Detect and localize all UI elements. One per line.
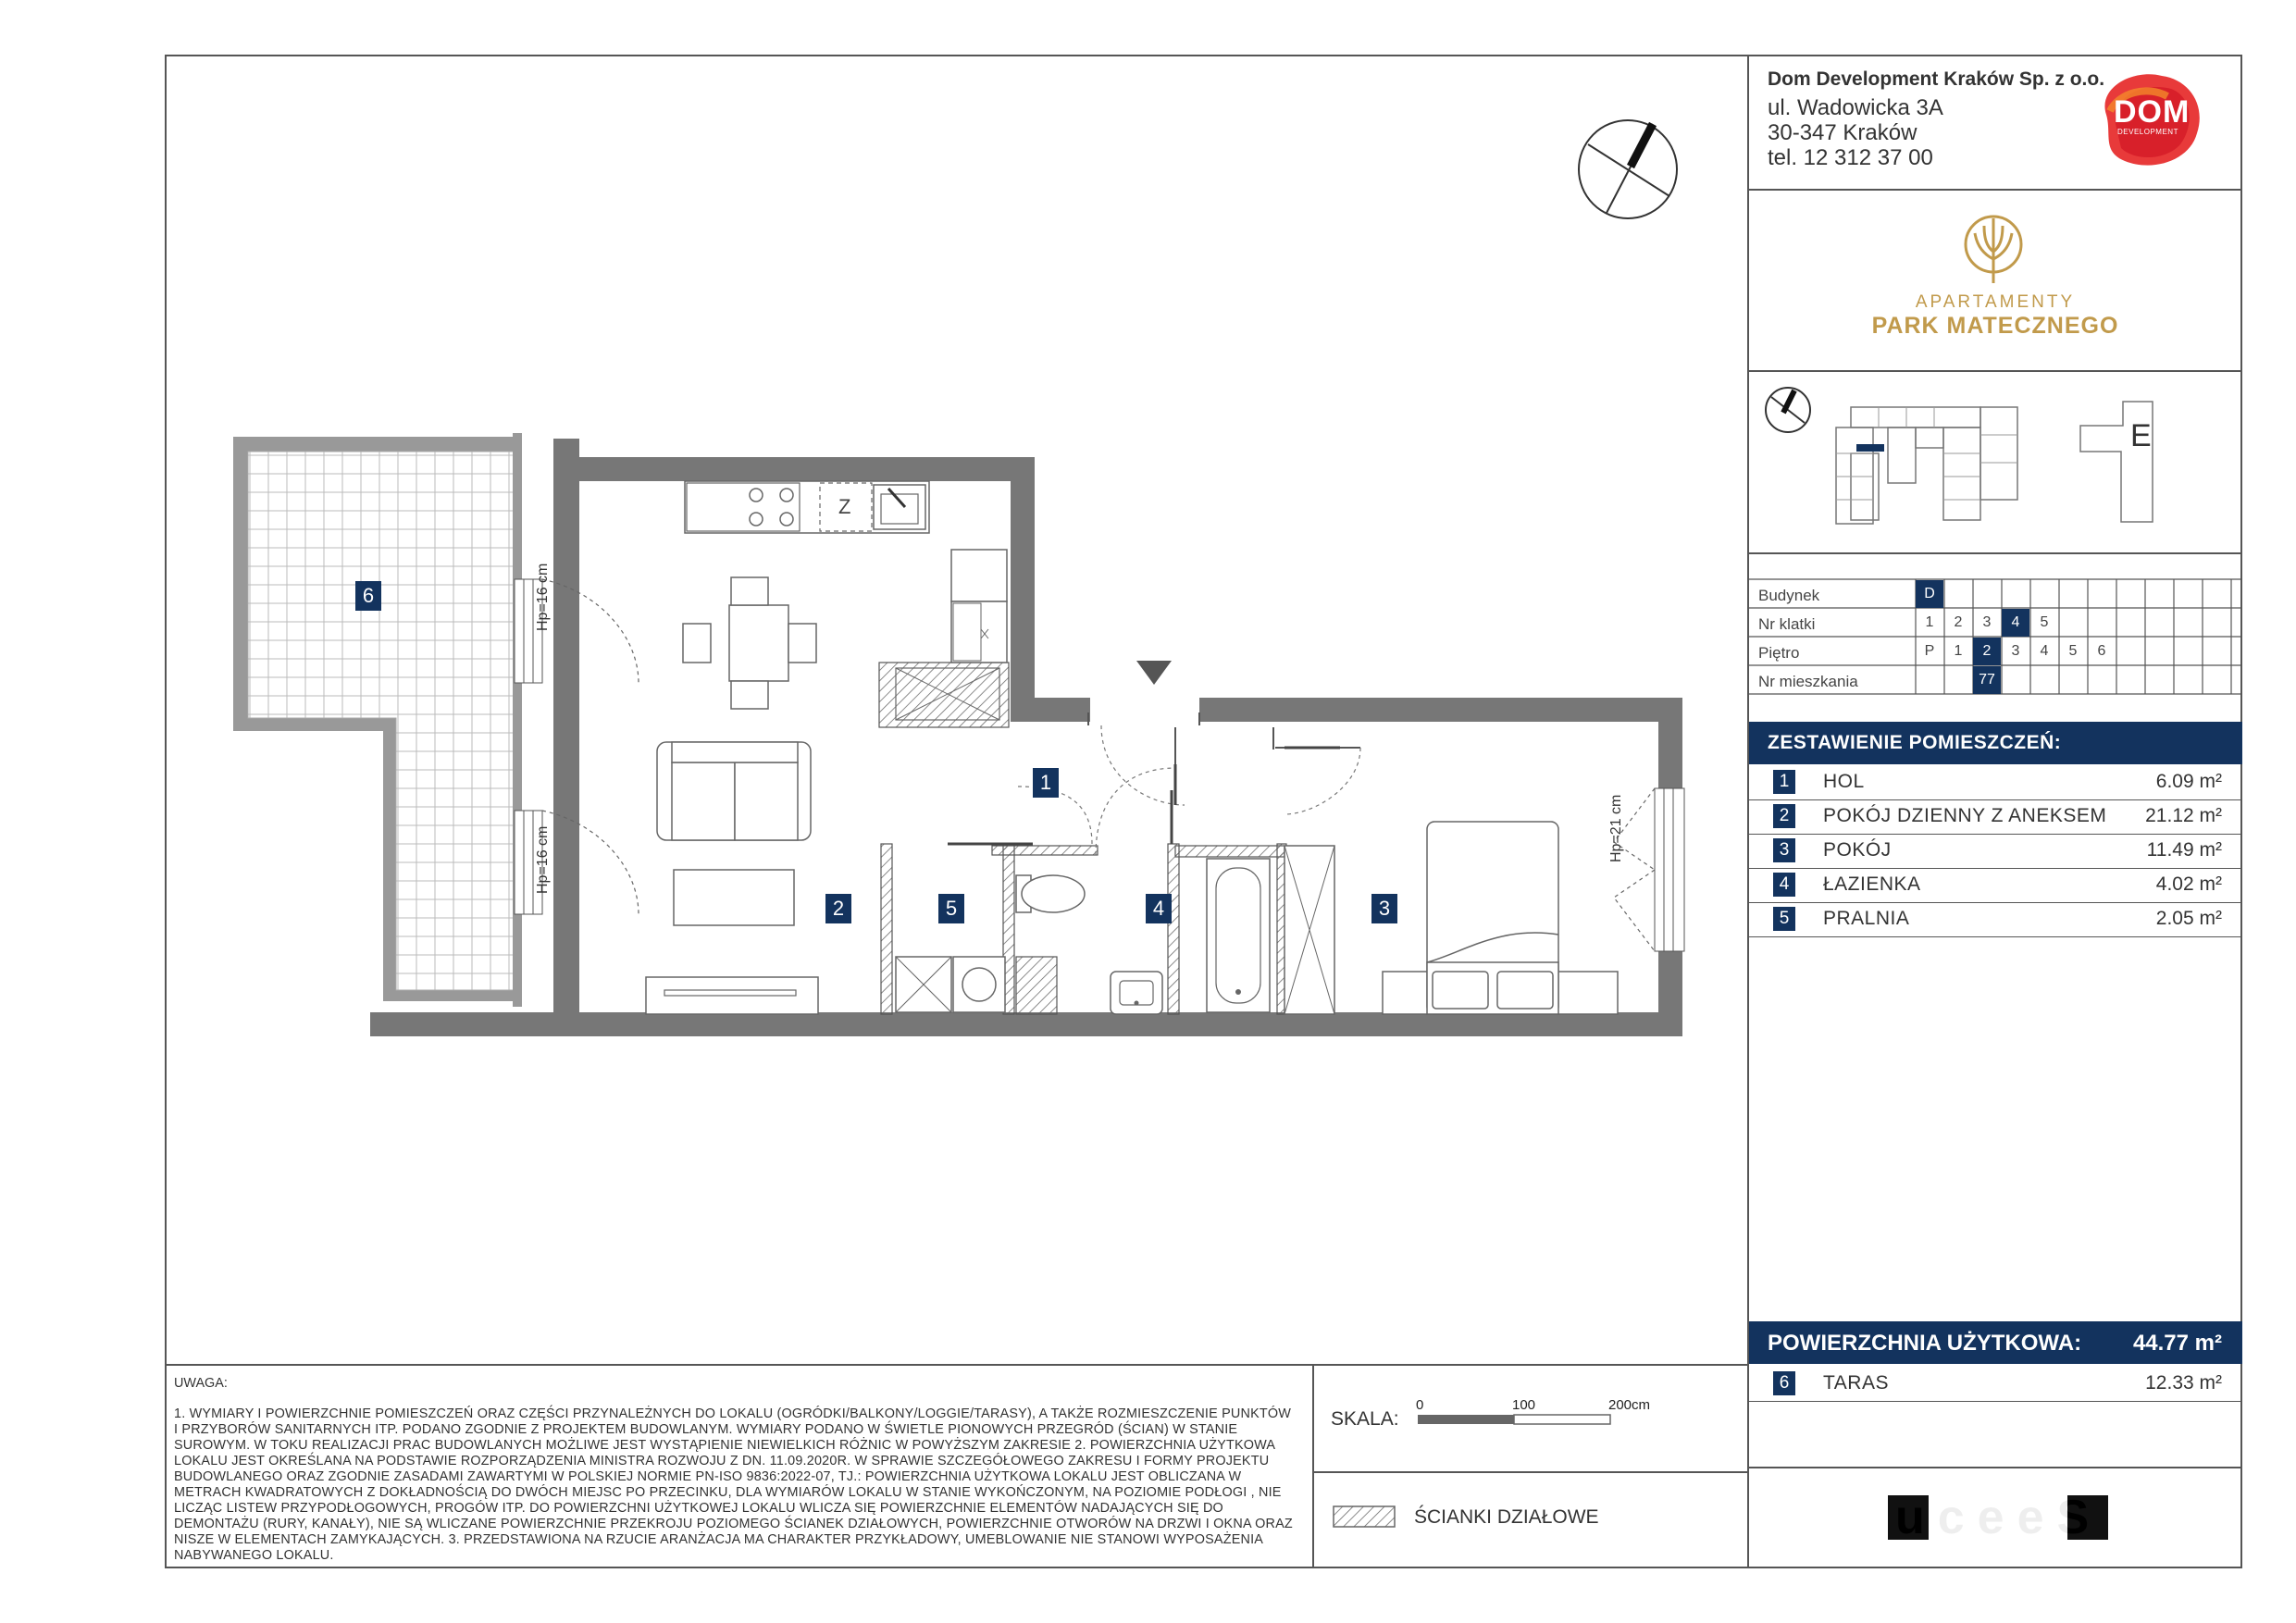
project-name-line2: PARK MATECZNEGO [1871, 313, 2119, 339]
grid-label-budynek: Budynek [1758, 587, 1820, 604]
park-mateczny-tree-icon [1956, 213, 2030, 291]
scale-label: SKALA: [1331, 1408, 1399, 1430]
floor-plan [222, 426, 1703, 1055]
grid-pietro-6: 6 [2097, 643, 2106, 659]
north-arrow-icon [1575, 117, 1681, 227]
rooms-header [1749, 722, 2242, 764]
fridge-label: Z [838, 495, 851, 518]
notes-text: 1. WYMIARY I POWIERZCHNIE POMIESZCZEŃ ORAZ CZĘŚCI PRZYNALEŻNYCH DO LOKALU (OGRÓDKI/BALKONY/LOGGIE/TARASY), A TAKŻE ROZMIESZCZENIE PUNKTÓW I PRZYBORÓW SANITARNYCH ITP. PODANO ZGODNIE Z PROJEKTEM BUDOWLANYM. WYMIARY PODANO W ŚWIETLE PIONOWYCH PRZEGRÓD (ŚCIAN) W STANIE SUROWYM. W TOKU REALIZACJI PRAC BUDOWLANYCH MOŻLIWE JEST WYSTĄPIENIE NIEWIELKICH RÓŻNIC W POWYŻSZYM ZAKRESIE 2. POWIERZCHNIA UŻYTKOWA LOKALU JEST OKREŚLANA NA PODSTAWIE ROZPORZĄDZENIA MINISTRA ROZWOJU Z DN. 11.09.2020R. W SPRAWIE SZCZEGÓŁOWEGO ZAKRESU I FORMY PROJEKTU BUDOWLANEGO ORAZ ZGODNIE ZASADAMI ZAWARTYMI W POLSKIEJ NORMIE PN-ISO 9836:2022-07, TJ.: POWIERZCHNIA UŻYTKOWA LOKALU JEST OBLICZANA W METRACH KWADRATOWYCH Z DOKŁADNOŚCIĄ DO DWÓCH MIEJSC PO PRZECINKU, DLA WYMIARÓW LOKALU W STANIE WYKOŃCZONYM, NA POZIOMIE PODŁOGI , NIE LICZĄC LISTEW PRZYPODŁOGOWYCH, PROGÓW ITP. DO POWIERZCHNI UŻYTKOWEJ LOKALU WLICZA SIĘ POWIERZCHNIE ELEMENTÓW NADAJĄCYCH SIĘ DO DEMONTAŻU (RURY, KANAŁY), NIE SĄ WLICZANE POWIERZCHNIE PRZEKROJU POZIOMEGO ŚCIANEK DZIAŁOWYCH, POWIERZCHNIE OTWORÓW NA DRZWI I OKNA ORAZ NISZE W ELEMENTACH ZAMYKAJĄCYCH. 3. PRZEDSTAWIONA NA RZUCIE ARANŻACJA MA CHARAKTER PRZYKŁADOWY, UMEBLOWANIE NIE STANOWI WYPOSAŻENIA NABYWANEGO LOKALU. [174, 1406, 1293, 1563]
room-name: POKÓJ [1823, 839, 1892, 861]
grid-klatka-5: 5 [2040, 614, 2049, 630]
room-area: 12.33 m² [2145, 1372, 2222, 1394]
project-name-line1: APARTAMENTY [1915, 292, 2076, 312]
grid-budynek-d: D [1916, 580, 1943, 608]
room-row-pokoj [1749, 835, 2242, 868]
room-row-lazienka [1749, 869, 2242, 902]
room-row-taras [1749, 1368, 2242, 1401]
room-row-pokoj-dzienny [1749, 800, 2242, 834]
site-compass-icon [1763, 385, 1813, 440]
grid-klatka-2: 2 [1954, 614, 1963, 630]
notes-title: UWAGA: [174, 1376, 228, 1391]
ucees-logo [1888, 1492, 2110, 1543]
company-name: Dom Development Kraków Sp. z o.o. [1768, 68, 2105, 90]
dom-development-logo [2088, 68, 2210, 172]
room-row-hol [1749, 766, 2242, 799]
grid-klatka-1: 1 [1925, 614, 1934, 630]
grid-pietro-p: P [1924, 643, 1935, 659]
plan-label-pokoj: 3 [1371, 894, 1397, 923]
room-sep [1749, 1401, 2242, 1402]
room-name: POKÓJ DZIENNY Z ANEKSEM [1823, 805, 2107, 826]
ucees-logo-text: uceeS [1895, 1491, 2103, 1544]
site-plan-map [1832, 398, 2054, 532]
grid-label-pietro: Piętro [1758, 644, 1800, 662]
room-row-pralnia [1749, 903, 2242, 936]
building-letter: E [2130, 418, 2152, 453]
dom-logo-text: DOM [2114, 94, 2191, 130]
room-number: 1 [1773, 770, 1795, 794]
plan-label-pokoj-dzienny: 2 [825, 894, 851, 923]
grid-pietro-1: 1 [1954, 643, 1963, 659]
scale-tick-100: 100 [1512, 1397, 1536, 1413]
window-height-label-2: Hp=16 cm [535, 825, 551, 894]
partition-legend-label: ŚCIANKI DZIAŁOWE [1414, 1506, 1599, 1528]
room-name: HOL [1823, 771, 1865, 792]
plan-label-pralnia: 5 [938, 894, 964, 923]
room-area: 21.12 m² [2145, 805, 2222, 826]
room-number: 5 [1773, 907, 1795, 931]
grid-label-klatka: Nr klatki [1758, 615, 1816, 633]
total-area-label: POWIERZCHNIA UŻYTKOWA: [1768, 1331, 2082, 1356]
room-number: 4 [1773, 873, 1795, 897]
room-number: 6 [1773, 1371, 1795, 1395]
scale-bar [1418, 1413, 1612, 1432]
company-street: ul. Wadowicka 3A [1768, 95, 1943, 120]
grid-mieszkanie-77: 77 [1973, 666, 2001, 694]
sidebar-sep-1 [1747, 189, 2242, 191]
room-area: 11.49 m² [2146, 839, 2222, 861]
partition-hatch-swatch [1333, 1505, 1396, 1532]
room-area: 2.05 m² [2155, 908, 2222, 929]
dom-logo-subtext: DEVELOPMENT [2117, 128, 2178, 136]
grid-klatka-4: 4 [2002, 609, 2029, 637]
notes-scale-divider [1312, 1364, 1314, 1568]
room-name: TARAS [1823, 1372, 1889, 1394]
grid-klatka-3: 3 [1982, 614, 1992, 630]
scale-tick-0: 0 [1416, 1397, 1424, 1413]
room-number: 3 [1773, 838, 1795, 862]
grid-pietro-3: 3 [2011, 643, 2020, 659]
total-area-value: 44.77 m² [2132, 1331, 2222, 1356]
window-height-label-1: Hp=16 cm [535, 563, 551, 631]
room-area: 4.02 m² [2155, 873, 2222, 895]
total-area-bar [1749, 1321, 2242, 1364]
company-phone: tel. 12 312 37 00 [1768, 145, 1933, 170]
company-city: 30-347 Kraków [1768, 120, 1917, 145]
grid-pietro-5: 5 [2068, 643, 2078, 659]
grid-pietro-2: 2 [1973, 638, 2001, 665]
room-name: ŁAZIENKA [1823, 873, 1921, 895]
sidebar-sep-3 [1747, 552, 2242, 554]
grid-label-mieszkanie: Nr mieszkania [1758, 673, 1858, 690]
sidebar-sep-4 [1747, 1467, 2242, 1468]
plan-label-lazienka: 4 [1146, 894, 1172, 923]
grid-pietro-4: 4 [2040, 643, 2049, 659]
plan-label-taras: 6 [355, 581, 381, 611]
room-sep [1749, 936, 2242, 937]
scale-tick-200: 200cm [1608, 1397, 1651, 1413]
window-height-label-3: Hp=21 cm [1608, 794, 1624, 862]
plan-label-hol: 1 [1033, 768, 1059, 798]
room-name: PRALNIA [1823, 908, 1910, 929]
scale-legend-divider [1312, 1471, 1749, 1473]
sidebar-sep-2 [1747, 370, 2242, 372]
rooms-header-text: ZESTAWIENIE POMIESZCZEŃ: [1768, 732, 2062, 753]
room-number: 2 [1773, 804, 1795, 828]
room-area: 6.09 m² [2155, 771, 2222, 792]
notes-divider [165, 1364, 1749, 1366]
